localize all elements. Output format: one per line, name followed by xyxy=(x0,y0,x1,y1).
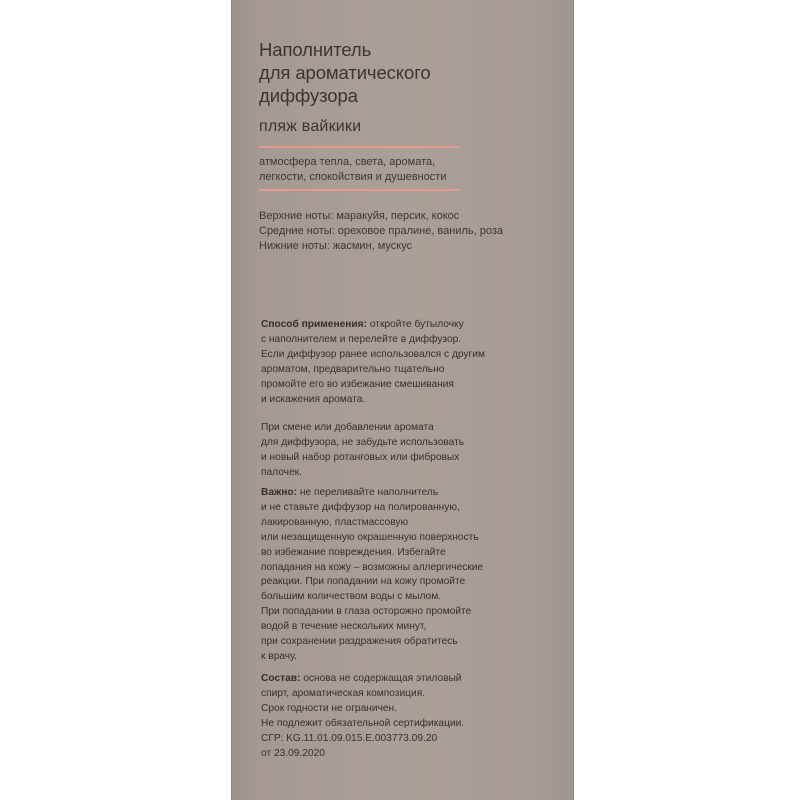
warning-line: к врачу. xyxy=(261,650,298,662)
replace-line: и новый набор ротанговых или фибровых xyxy=(261,451,460,463)
usage-line: и искажения аромата. xyxy=(261,393,366,405)
mood-description xyxy=(259,155,489,185)
notes-line-top: Верхние ноты: маракуйя, персик, кокос xyxy=(259,210,460,222)
usage-first-line xyxy=(261,318,561,333)
warning-line: водой в течение нескольких минут, xyxy=(261,621,427,633)
certificate-line: СГР: KG.11.01.09.015.E.003773.09.20 xyxy=(261,732,438,744)
replace-line: палочек. xyxy=(261,466,302,478)
replace-line: для диффузора, не забудьте использовать xyxy=(261,436,465,448)
usage-label: Способ применения: xyxy=(261,319,368,330)
title-line: диффузора xyxy=(259,85,358,106)
usage-line: ароматом, предварительно тщательно xyxy=(261,363,445,375)
notes-line-middle: Средние ноты: ореховое пралине, ваниль, роза xyxy=(259,225,504,237)
warning-first-line xyxy=(261,486,561,501)
warning-line: или незащищенную окрашенную поверхность xyxy=(261,531,479,543)
composition-first-text: основа не содержащая этиловый xyxy=(300,673,462,684)
warning-line: лакированную, пластмассовую xyxy=(261,516,409,528)
composition-line: спирт, ароматическая композиция. xyxy=(261,687,426,699)
composition-section xyxy=(261,672,561,761)
replace-line: При смене или добавлении аромата xyxy=(261,422,434,433)
composition-line: Срок годности не ограничен. xyxy=(261,702,398,714)
accent-divider-top xyxy=(259,146,459,148)
composition-first-line xyxy=(261,672,561,687)
product-title xyxy=(259,38,559,107)
composition-line: Не подлежит обязательной сертификации. xyxy=(261,717,465,729)
warning-line: попадания на кожу – возможны аллергические xyxy=(261,561,484,573)
warning-line: реакции. При попадании на кожу промойте xyxy=(261,576,466,588)
title-line: Наполнитель xyxy=(259,39,372,60)
warning-first-text: не переливайте наполнитель xyxy=(297,487,439,498)
replacement-note xyxy=(261,421,561,481)
usage-line: с наполнителем и перелейте в диффузор. xyxy=(261,333,462,345)
warning-line: большим количеством воды с мылом. xyxy=(261,591,442,603)
warning-line: при сохранении раздражения обратитесь xyxy=(261,636,458,648)
certificate-date: от 23.09.2020 xyxy=(261,747,325,759)
accent-divider-bottom xyxy=(259,189,459,191)
scent-name: пляж вайкики xyxy=(259,118,362,135)
usage-instructions xyxy=(261,318,561,407)
fragrance-notes xyxy=(259,209,559,254)
usage-line: Если диффузор ранее использовался с другим xyxy=(261,348,485,360)
usage-first-text: откройте бутылочку xyxy=(367,319,464,330)
warning-line: При попадании в глаза осторожно промойте xyxy=(261,606,472,618)
warning-line: во избежание повреждения. Избегайте xyxy=(261,546,446,558)
warning-section xyxy=(261,486,561,665)
notes-line-base: Нижние ноты: жасмин, мускус xyxy=(259,240,413,252)
title-line: для ароматического xyxy=(259,62,431,83)
usage-line: промойте его во избежание смешивания xyxy=(261,378,454,390)
mood-line: атмосфера тепла, света, аромата, xyxy=(259,156,436,168)
warning-label: Важно: xyxy=(261,487,298,498)
composition-label: Состав: xyxy=(261,673,301,684)
mood-line: легкости, спокойствия и душевности xyxy=(259,171,447,183)
warning-line: и не ставьте диффузор на полированную, xyxy=(261,501,460,513)
